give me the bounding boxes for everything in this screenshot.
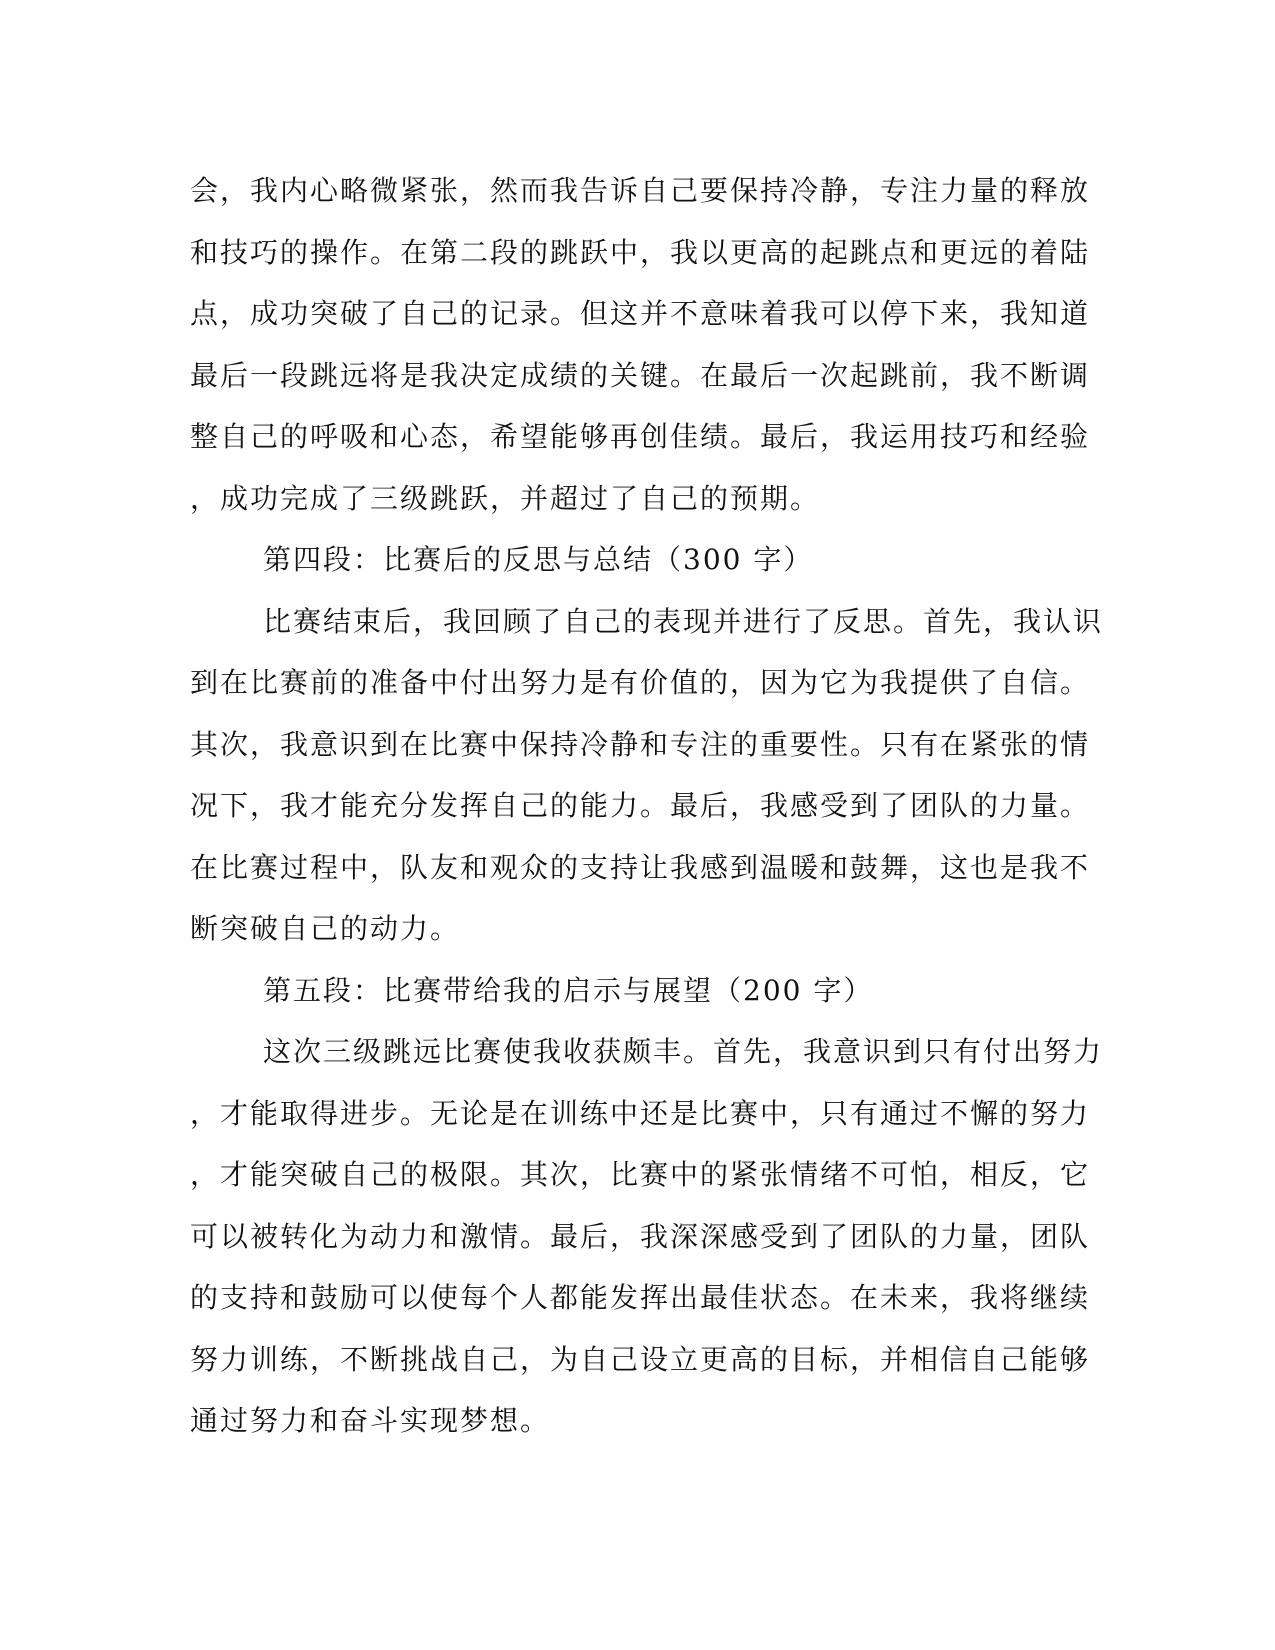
- section-heading: 第五段：比赛带给我的启示与展望（200 字）: [263, 973, 874, 1007]
- body-line: 最后一段跳远将是我决定成绩的关键。在最后一次起跳前，我不断调: [190, 358, 1091, 392]
- body-line: 点，成功突破了自己的记录。但这并不意味着我可以停下来，我知道: [190, 297, 1091, 330]
- body-line: 努力训练，不断挑战自己，为自己设立更高的目标，并相信自己能够: [190, 1342, 1091, 1376]
- paragraph-first-line: 这次三级跳远比赛使我收获颇丰。首先，我意识到只有付出努力: [263, 1035, 1104, 1068]
- body-line: 通过努力和奋斗实现梦想。: [190, 1404, 551, 1437]
- body-line: 到在比赛前的准备中付出努力是有价值的，因为它为我提供了自信。: [190, 666, 1091, 699]
- body-line: 可以被转化为动力和激情。最后，我深深感受到了团队的力量，团队: [190, 1219, 1091, 1253]
- body-line: 况下，我才能充分发挥自己的能力。最后，我感受到了团队的力量。: [190, 789, 1091, 822]
- body-line: 断突破自己的动力。: [190, 912, 461, 945]
- body-line: 其次，我意识到在比赛中保持冷静和专注的重要性。只有在紧张的情: [190, 727, 1091, 761]
- body-line: 和技巧的操作。在第二段的跳跃中，我以更高的起跳点和更远的着陆: [190, 235, 1091, 269]
- body-line: 会，我内心略微紧张，然而我告诉自己要保持冷静，专注力量的释放: [190, 174, 1091, 207]
- paragraph-first-line: 比赛结束后，我回顾了自己的表现并进行了反思。首先，我认识: [263, 604, 1104, 638]
- section-heading: 第四段：比赛后的反思与总结（300 字）: [263, 543, 814, 576]
- body-line: ，成功完成了三级跳跃，并超过了自己的预期。: [190, 481, 821, 515]
- body-line: 在比赛过程中，队友和观众的支持让我感到温暖和鼓舞，这也是我不: [190, 850, 1091, 884]
- document-body: [190, 160, 1104, 1452]
- body-line: ，才能取得进步。无论是在训练中还是比赛中，只有通过不懈的努力: [190, 1096, 1091, 1130]
- body-line: 的支持和鼓励可以使每个人都能发挥出最佳状态。在未来，我将继续: [190, 1281, 1091, 1314]
- body-line: ，才能突破自己的极限。其次，比赛中的紧张情绪不可怕，相反，它: [190, 1158, 1091, 1191]
- body-line: 整自己的呼吸和心态，希望能够再创佳绩。最后，我运用技巧和经验: [190, 420, 1091, 453]
